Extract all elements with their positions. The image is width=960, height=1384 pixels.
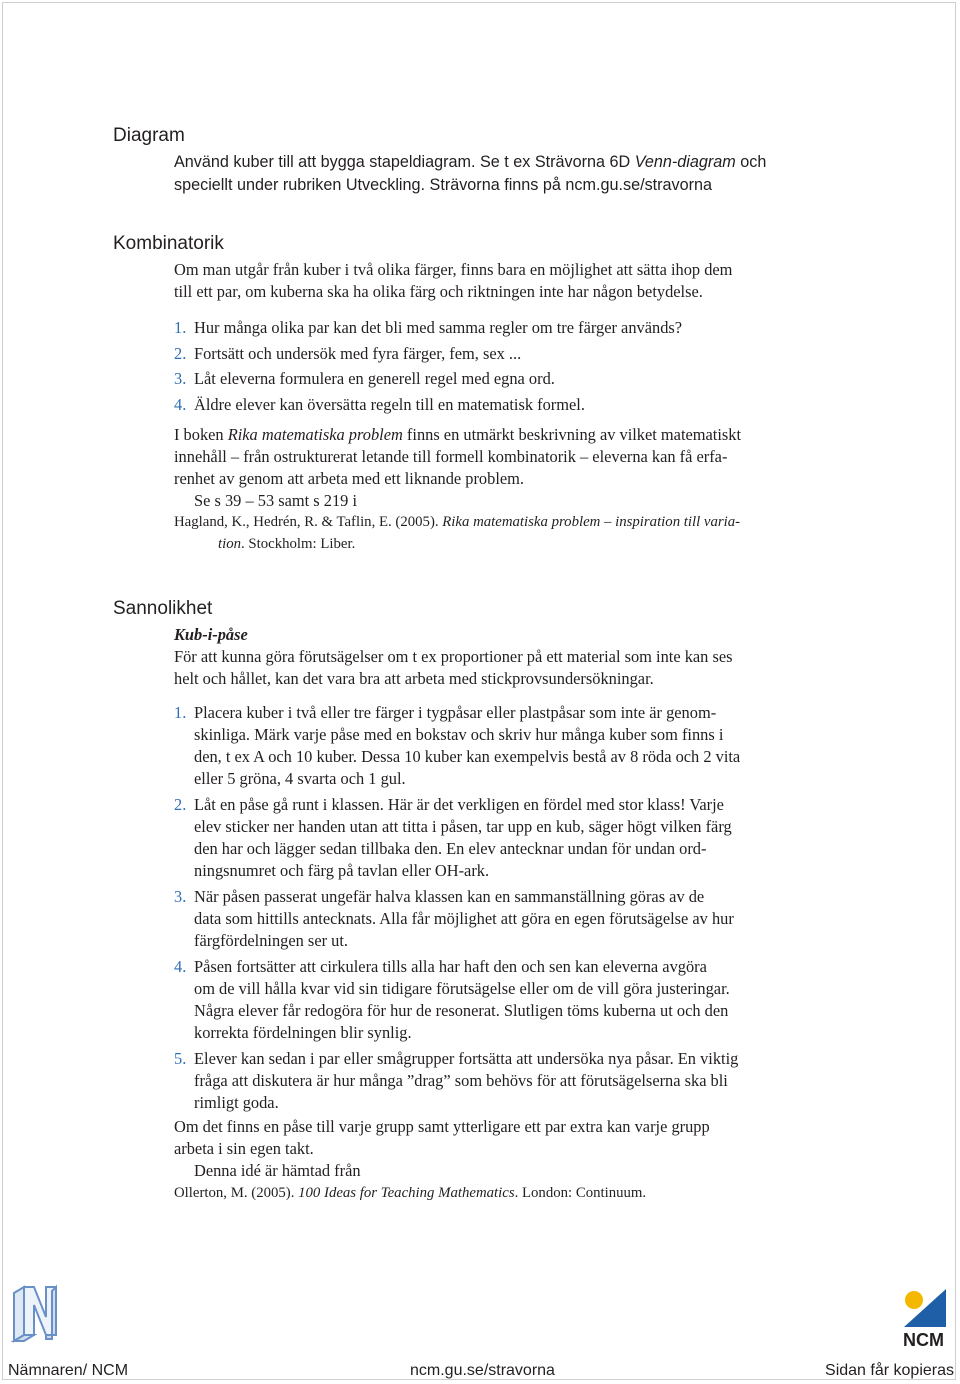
paragraph-line-1 <box>174 424 854 446</box>
section-heading-sannolikhet: Sannolikhet <box>113 598 213 619</box>
namnaren-logo-icon <box>8 1283 62 1347</box>
list-line: fråga att diskutera är hur många ”drag” som behövs för att förutsägelserna ska bli <box>194 1071 728 1090</box>
list-number: 4. <box>174 957 187 976</box>
diagram-line-1-italic: Venn-diagram <box>634 153 736 171</box>
list-line: data som hittills antecknats. Alla får möjlighet att göra en egen förutsägelse av hur <box>194 909 734 928</box>
diagram-line-1a: Använd kuber till att bygga stapeldiagram. Se t ex Strävorna 6D <box>174 153 635 171</box>
paragraph-line-2: innehåll – från ostrukturerat letande till formell kombinatorik – eleverna kan få erfa- <box>174 447 728 466</box>
list-line: rimligt goda. <box>194 1093 279 1112</box>
list-item <box>174 794 854 882</box>
list-text: Äldre elever kan översätta regeln till en matematisk formel. <box>194 394 585 414</box>
list-number: 2. <box>174 795 187 814</box>
section-heading-diagram: Diagram <box>113 125 185 146</box>
reference-line <box>174 1182 854 1204</box>
list-line: färgfördelningen ser ut. <box>194 931 348 950</box>
diagram-text <box>174 151 854 197</box>
list-line: Placera kuber i två eller tre färger i tygpåsar eller plastpåsar som inte är genom- <box>194 703 717 722</box>
list-item <box>174 1048 854 1114</box>
kombinatorik-paragraph <box>174 424 854 512</box>
sannolikhet-intro-line-1: För att kunna göra förutsägelser om t ex proportioner på ett material som inte kan ses <box>174 647 733 666</box>
list-item <box>174 702 854 790</box>
footer-center: ncm.gu.se/stravorna <box>410 1362 555 1379</box>
list-line: Elever kan sedan i par eller smågrupper fortsätta att undersöka nya påsar. En viktig <box>194 1049 739 1068</box>
reference-title: 100 Ideas for Teaching Mathematics <box>298 1185 515 1201</box>
reference-title-end: tion <box>218 536 242 552</box>
sannolikhet-list <box>174 702 854 1114</box>
reference-publisher: . London: Continuum. <box>514 1185 647 1201</box>
list-number: 1. <box>174 318 187 337</box>
list-line: om de vill hålla kvar vid sin tidigare förutsägelse eller om de vill göra justeringar. <box>194 979 730 998</box>
list-text: Fortsätt och undersök med fyra färger, fem, sex ... <box>194 343 522 363</box>
list-line: elev sticker ner handen utan att titta i påsen, tar upp en kub, säger högt vilken färg <box>194 817 732 836</box>
kombinatorik-intro <box>174 259 854 303</box>
list-number: 5. <box>174 1049 187 1068</box>
kombinatorik-intro-line-2: till ett par, om kuberna ska ha olika färg och riktningen inte har någon betydelse. <box>174 282 703 301</box>
reference-authors: Hagland, K., Hedrén, R. & Taflin, E. (2005). <box>174 514 443 530</box>
list-item <box>174 366 854 392</box>
list-number: 3. <box>174 887 187 906</box>
list-line: ningsnumret och färg på tavlan eller OH-ark. <box>194 861 490 880</box>
footer-left: Nämnaren/ NCM <box>8 1362 129 1379</box>
list-text: Låt eleverna formulera en generell regel med egna ord. <box>194 369 555 388</box>
list-line: Några elever får redogöra för hur de resonerat. Slutligen töms kuberna ut och den <box>194 1001 729 1020</box>
kombinatorik-list <box>174 315 854 417</box>
list-line: skinliga. Märk varje påse med en bokstav och skriv hur många kuber som finns i <box>194 725 724 744</box>
sannolikhet-intro-line-2: helt och hållet, kan det vara bra att arbeta med stickprovsundersökningar. <box>174 669 654 688</box>
outro-line-2: arbeta i sin egen takt. <box>174 1139 314 1158</box>
reference-line-1 <box>174 511 854 533</box>
reference-line-2 <box>174 533 854 555</box>
list-line: den, t ex A och 10 kuber. Dessa 10 kuber kan exempelvis bestå av 8 röda och 2 vita <box>194 747 741 766</box>
sannolikhet-outro <box>174 1116 854 1182</box>
kombinatorik-intro-line-1: Om man utgår från kuber i två olika färger, finns bara en möjlighet att sätta ihop dem <box>174 260 733 279</box>
list-number: 1. <box>174 703 187 722</box>
sannolikhet-intro <box>174 624 854 690</box>
list-number: 3. <box>174 369 187 388</box>
list-line: När påsen passerat ungefär halva klassen kan en sammanställning göras av de <box>194 887 705 906</box>
list-number: 2. <box>174 343 187 363</box>
outro-line-1: Om det finns en påse till varje grupp samt ytterligare ett par extra kan varje grupp <box>174 1117 710 1136</box>
ncm-logo-text: NCM <box>903 1330 944 1350</box>
reference-publisher: . Stockholm: Liber. <box>241 536 356 552</box>
list-line: Låt en påse gå runt i klassen. Här är det verkligen en fördel med stor klass! Varje <box>194 795 724 814</box>
kombinatorik-reference <box>174 511 854 555</box>
list-item <box>174 956 854 1044</box>
list-item <box>174 315 854 341</box>
list-line: Påsen fortsätter att cirkulera tills alla har haft den och sen kan eleverna avgöra <box>194 957 707 976</box>
list-line: den har och lägger sedan tillbaka den. En elev antecknar undan för undan ord- <box>194 839 707 858</box>
list-text: Hur många olika par kan det bli med samma regler om tre färger används? <box>194 318 683 337</box>
list-item <box>174 341 854 367</box>
reference-author: Ollerton, M. (2005). <box>174 1185 299 1201</box>
reference-title: Rika matematiska problem – inspiration till varia- <box>442 514 741 530</box>
diagram-line-1b: och <box>735 153 767 171</box>
book-title: Rika matematiska problem <box>227 425 403 444</box>
section-heading-kombinatorik: Kombinatorik <box>113 233 224 254</box>
diagram-line-1 <box>174 151 854 174</box>
see-pages: Se s 39 – 53 samt s 219 i <box>194 491 358 510</box>
list-line: eller 5 gröna, 4 svarta och 1 gul. <box>194 769 406 788</box>
paragraph-line-1a: I boken <box>174 425 228 444</box>
list-item <box>174 886 854 952</box>
diagram-line-2: speciellt under rubriken Utveckling. Strävorna finns på ncm.gu.se/stravorna <box>174 176 713 194</box>
source-line: Denna idé är hämtad från <box>194 1161 361 1180</box>
paragraph-line-3: renhet av genom att arbeta med ett liknande problem. <box>174 469 524 488</box>
paragraph-line-1b: finns en utmärkt beskrivning av vilket matematiskt <box>402 425 742 444</box>
list-number: 4. <box>174 394 187 414</box>
footer-right: Sidan får kopieras <box>825 1362 954 1379</box>
subheading-kub-i-pase: Kub-i-påse <box>174 625 248 644</box>
list-line: korrekta fördelningen blir synlig. <box>194 1023 412 1042</box>
sannolikhet-reference <box>174 1182 854 1204</box>
list-item <box>174 392 854 418</box>
